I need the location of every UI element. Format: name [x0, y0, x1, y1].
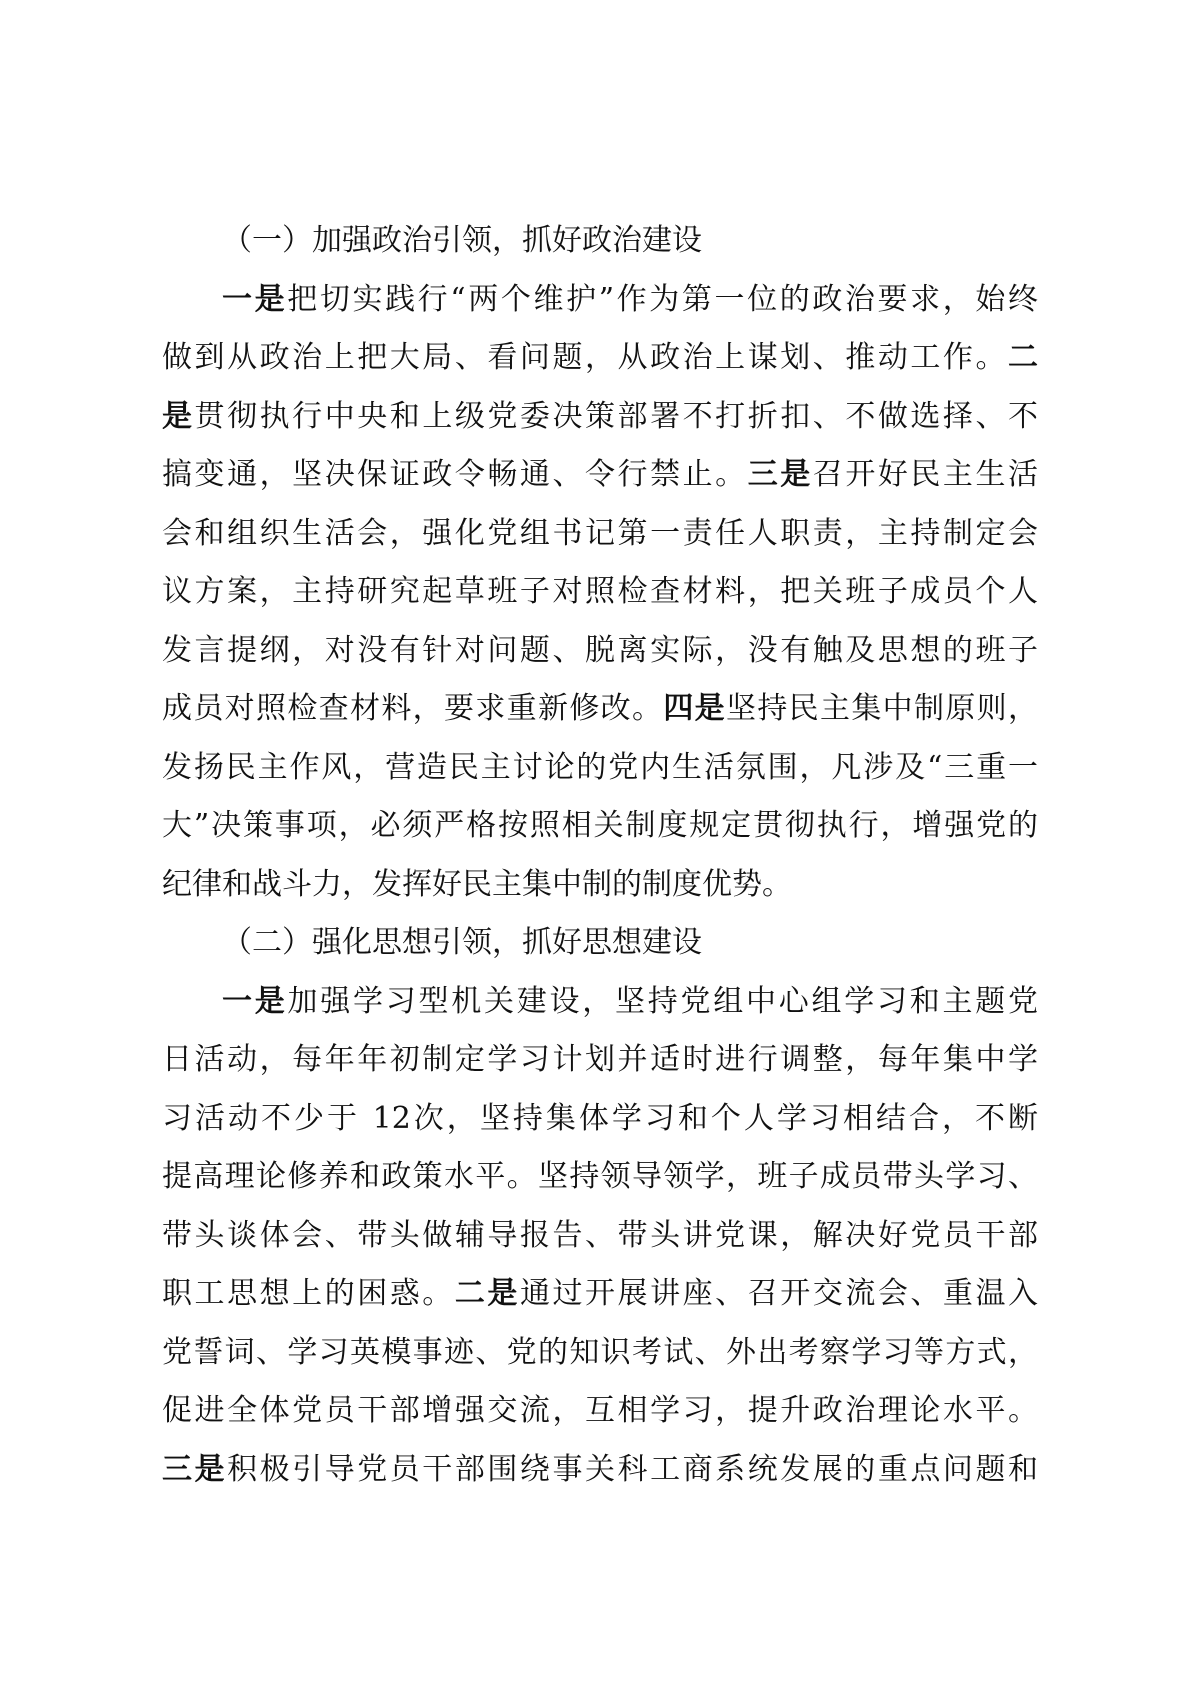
text-run: 发扬民主作风，营造民主讨论的党内生活氛围，凡涉及“三重一 [162, 749, 1038, 785]
text-run: 把切实践行“两个维护”作为第一位的政治要求，始终 [287, 281, 1038, 317]
section-heading-1: （一）加强政治引领，抓好政治建设 [222, 223, 702, 258]
text-run: 搞变通，坚决保证政令畅通、令行禁止。 [162, 457, 748, 492]
text-line [162, 388, 1038, 447]
text-run: 纪律和战斗力，发挥好民主集中制的制度优势。 [162, 866, 792, 902]
section-2-paragraph [162, 973, 1038, 1500]
text-run: 大”决策事项，必须严格按照相关制度规定贯彻执行，增强党的 [162, 808, 1038, 843]
document-body [162, 212, 1038, 1499]
bold-marker: 三是 [747, 457, 813, 492]
text-line [162, 622, 1038, 681]
section-1-paragraph [162, 271, 1038, 915]
text-line [162, 1324, 1038, 1383]
text-run: 通过开展讲座、召开交流会、重温入 [519, 1276, 1039, 1311]
text-line [162, 797, 1038, 856]
text-line [162, 1265, 1038, 1324]
text-line [162, 329, 1038, 388]
text-run: 党誓词、学习英模事迹、党的知识考试、外出考察学习等方式， [162, 1334, 1038, 1370]
text-run: 发言提纲，对没有针对问题、脱离实际，没有触及思想的班子 [162, 632, 1038, 668]
bold-marker: 一是 [222, 983, 288, 1019]
text-line [162, 505, 1038, 564]
text-run: 提高理论修养和政策水平。坚持领导领学，班子成员带头学习、 [162, 1159, 1038, 1194]
bold-marker: 三是 [162, 1451, 228, 1487]
text-line [162, 739, 1038, 798]
section-heading-2: （二）强化思想引领，抓好思想建设 [222, 925, 702, 960]
text-line [162, 446, 1038, 505]
text-run: 成员对照检查材料，要求重新修改。 [162, 691, 664, 726]
text-line [162, 1090, 1038, 1149]
text-line [162, 1382, 1038, 1441]
text-run: 加强学习型机关建设，坚持党组中心组学习和主题党 [287, 983, 1038, 1019]
text-run: 促进全体党员干部增强交流，互相学习，提升政治理论水平。 [162, 1393, 1038, 1428]
text-line [162, 1441, 1038, 1500]
bold-marker: 二是 [454, 1276, 520, 1311]
text-run: 会和组织生活会，强化党组书记第一责任人职责，主持制定会 [162, 515, 1038, 551]
text-run: 召开好民主生活 [812, 457, 1039, 492]
text-run: 做到从政治上把大局、看问题，从政治上谋划、推动工作。 [162, 340, 1008, 375]
text-run: 贯彻执行中央和上级党委决策部署不打折扣、不做选择、不 [194, 398, 1039, 434]
text-run: 带头谈体会、带头做辅导报告、带头讲党课，解决好党员干部 [162, 1217, 1038, 1253]
text-run: 坚持民主集中制原则， [726, 691, 1039, 726]
text-line [162, 1031, 1038, 1090]
text-run: 日活动，每年年初制定学习计划并适时进行调整，每年集中学 [162, 1042, 1038, 1077]
text-run: 议方案，主持研究起草班子对照检查材料，把关班子成员个人 [162, 574, 1038, 609]
bold-marker: 二 [1008, 340, 1038, 375]
text-line [162, 973, 1038, 1032]
bold-marker: 是 [162, 398, 195, 434]
text-line [162, 1207, 1038, 1266]
text-line [162, 271, 1038, 330]
text-line [162, 563, 1038, 622]
text-line [162, 680, 1038, 739]
bold-marker: 四是 [663, 691, 727, 726]
text-line [162, 856, 1038, 915]
text-run: 积极引导党员干部围绕事关科工商系统发展的重点问题和 [227, 1451, 1039, 1487]
bold-marker: 一是 [222, 281, 288, 317]
text-run: 职工思想上的困惑。 [162, 1276, 455, 1311]
text-line [162, 1148, 1038, 1207]
text-run: 习活动不少于 12次，坚持集体学习和个人学习相结合，不断 [162, 1100, 1038, 1136]
